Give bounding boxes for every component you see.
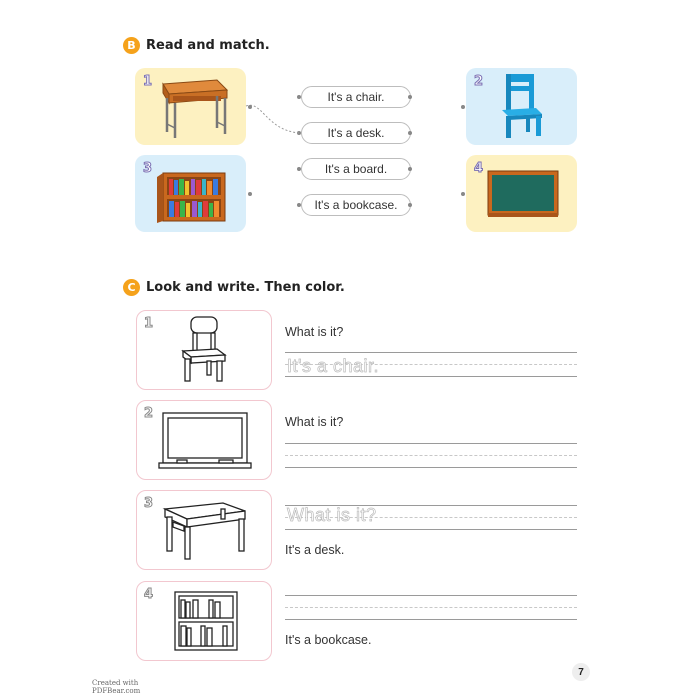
- match-dot[interactable]: [408, 167, 412, 171]
- desk-outline-icon: [159, 499, 251, 563]
- phrase-pill-1: It's a chair.: [301, 86, 411, 108]
- row-question: What is it?: [285, 415, 344, 429]
- writing-line[interactable]: [285, 352, 577, 353]
- section-c-title: Look and write. Then color.: [146, 280, 345, 295]
- writing-line[interactable]: [285, 595, 577, 596]
- card-dot[interactable]: [248, 192, 252, 196]
- footer-line-1: Created with: [92, 679, 139, 687]
- match-dot[interactable]: [408, 131, 412, 135]
- trace-text: It's a chair.: [287, 356, 379, 376]
- phrase-pill-3: It's a board.: [301, 158, 411, 180]
- card-dot[interactable]: [461, 105, 465, 109]
- row-question: What is it?: [285, 325, 344, 339]
- row-answer: It's a bookcase.: [285, 633, 372, 647]
- writing-midline: [285, 455, 577, 456]
- row-number: 3: [144, 496, 154, 511]
- writing-line[interactable]: [285, 619, 577, 620]
- section-b-badge: B: [123, 37, 140, 54]
- picture-card-1: [135, 68, 246, 145]
- board-outline-icon: [157, 411, 253, 471]
- writing-line[interactable]: [285, 443, 577, 444]
- row-number: 4: [144, 587, 154, 602]
- writing-line[interactable]: [285, 529, 577, 530]
- picture-number: 2: [474, 74, 484, 89]
- match-dot[interactable]: [408, 203, 412, 207]
- picture-number: 1: [143, 74, 153, 89]
- row-card-3: [136, 490, 272, 570]
- picture-number: 3: [143, 161, 153, 176]
- picture-card-2: [466, 68, 577, 145]
- row-card-2: [136, 400, 272, 480]
- chair-icon: [496, 72, 546, 140]
- desk-icon: [155, 76, 231, 140]
- card-dot[interactable]: [248, 105, 252, 109]
- picture-card-3: [135, 155, 246, 232]
- row-card-1: [136, 310, 272, 390]
- writing-line[interactable]: [285, 467, 577, 468]
- footer-line-2: PDFBear.com: [92, 687, 141, 695]
- picture-number: 4: [474, 161, 484, 176]
- row-answer: It's a desk.: [285, 543, 345, 557]
- bookcase-outline-icon: [171, 588, 241, 654]
- chair-outline-icon: [177, 315, 231, 385]
- writing-midline: [285, 607, 577, 608]
- section-c-badge: C: [123, 279, 140, 296]
- card-dot[interactable]: [461, 192, 465, 196]
- row-number: 2: [144, 406, 154, 421]
- row-card-4: [136, 581, 272, 661]
- phrase-pill-4: It's a bookcase.: [301, 194, 411, 216]
- bookcase-icon: [155, 169, 229, 225]
- page-number: 7: [572, 663, 590, 681]
- footer-credit: [92, 679, 140, 695]
- example-match-line: [244, 100, 304, 140]
- trace-text: What is it?: [287, 505, 377, 525]
- row-number: 1: [144, 316, 154, 331]
- picture-card-4: [466, 155, 577, 232]
- match-dot[interactable]: [408, 95, 412, 99]
- board-icon: [486, 169, 562, 219]
- phrase-pill-2: It's a desk.: [301, 122, 411, 144]
- section-b-title: Read and match.: [146, 38, 270, 53]
